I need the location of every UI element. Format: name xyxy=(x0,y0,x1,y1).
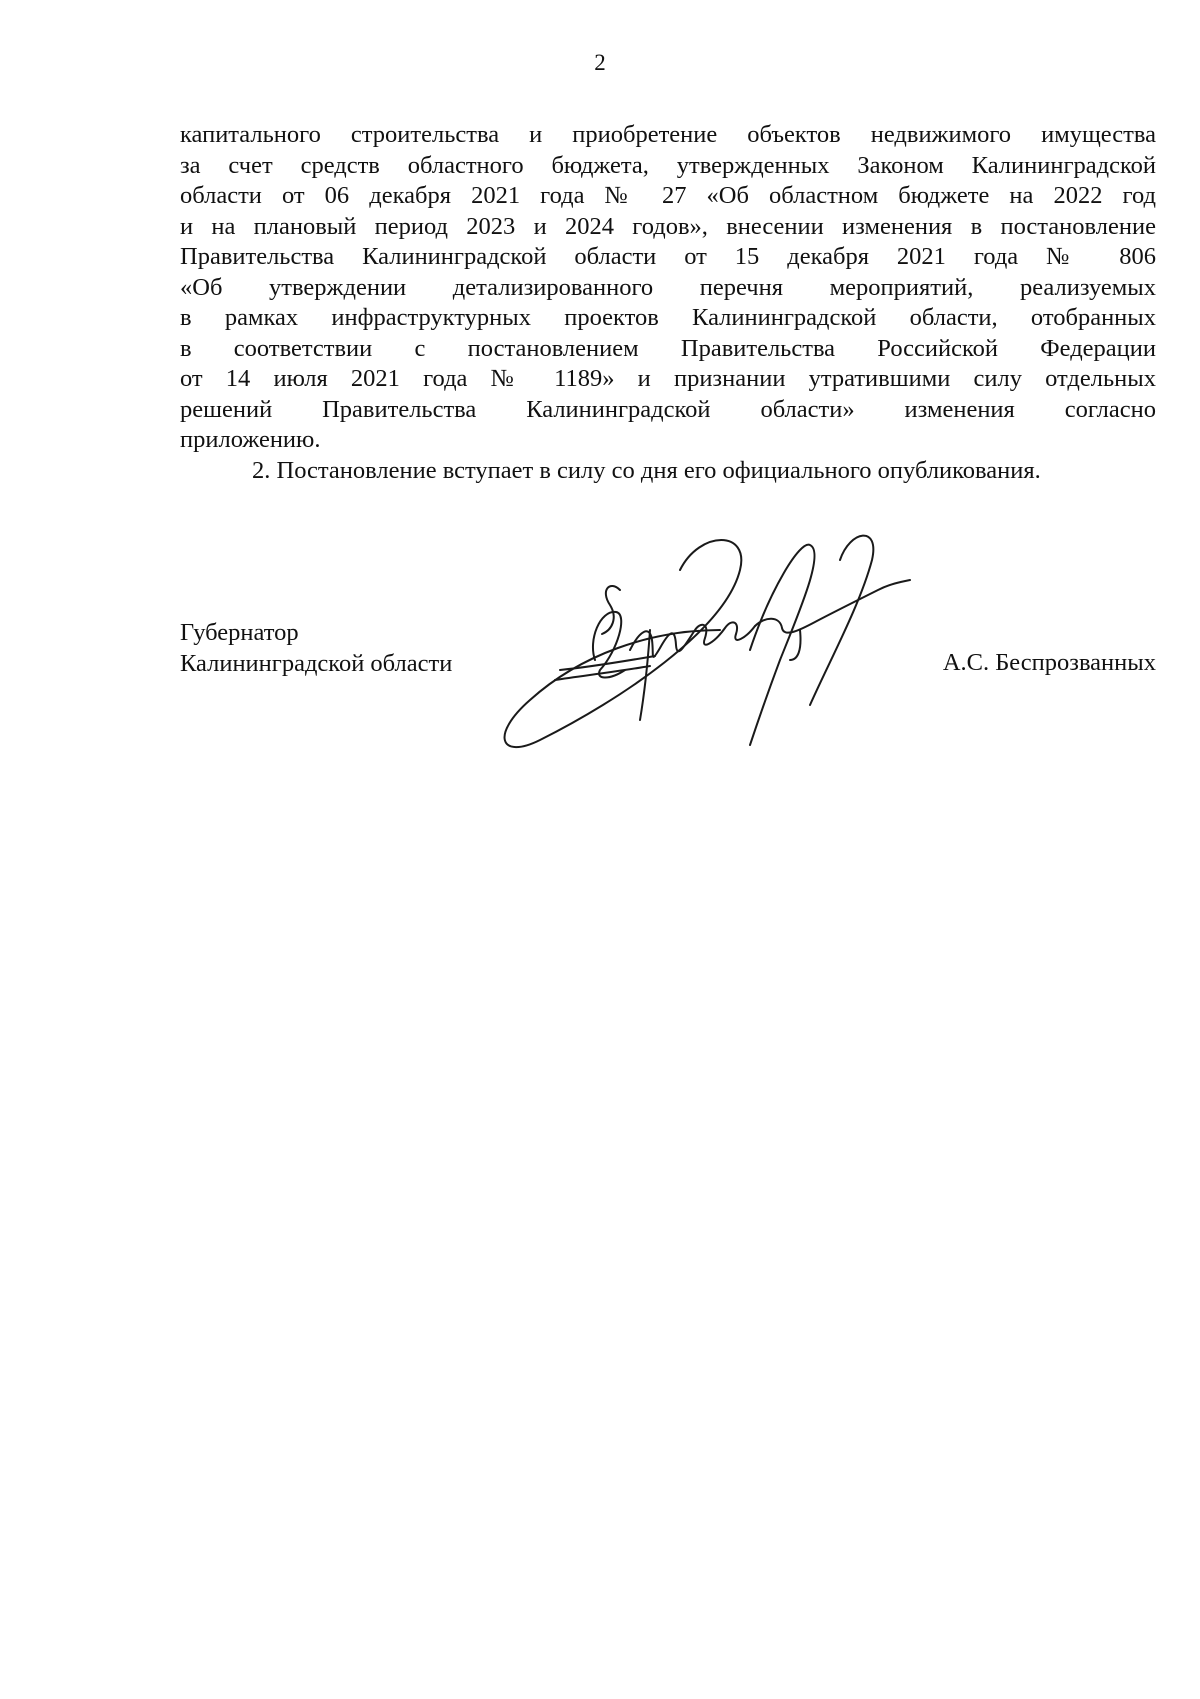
paragraph-1-line: капитального строительства и приобретение объектов недвижимого имущества xyxy=(180,121,1156,148)
paragraph-2: 2. Постановление вступает в силу со дня его официального опубликования. xyxy=(252,456,1041,484)
paragraph-1-line: за счет средств областного бюджета, утвержденных Законом Калининградской xyxy=(180,151,1156,179)
paragraph-1 xyxy=(180,120,1156,456)
signer-title-line: Калининградской области xyxy=(180,649,453,677)
paragraph-1-line: и на плановый период 2023 и 2024 годов», внесении изменения в постановление xyxy=(180,212,1156,240)
paragraph-1-line: «Об утверждении детализированного перечня мероприятий, реализуемых xyxy=(180,273,1156,301)
signature-block xyxy=(180,618,1156,738)
document-body xyxy=(180,120,1156,486)
paragraph-1-line: решений Правительства Калининградской области» изменения согласно xyxy=(180,395,1156,423)
signer-name: А.С. Беспрозванных xyxy=(942,649,1156,676)
paragraph-1-line: в рамках инфраструктурных проектов Калининградской области, отобранных xyxy=(180,304,1156,331)
paragraph-1-line: приложению. xyxy=(180,426,321,453)
paragraph-1-line: Правительства Калининградской области от 15 декабря 2021 года № 806 xyxy=(180,243,1156,270)
paragraph-1-line: в соответствии с постановлением Правительства Российской Федерации xyxy=(180,334,1156,362)
paragraph-1-line: от 14 июля 2021 года № 1189» и признании утратившими силу отдельных xyxy=(180,365,1156,392)
page-number: 2 xyxy=(594,50,606,75)
signer-title xyxy=(180,618,452,679)
paragraph-1-line: области от 06 декабря 2021 года № 27 «Об областном бюджете на 2022 год xyxy=(180,182,1156,209)
signer-title-line: Губернатор xyxy=(180,619,299,646)
